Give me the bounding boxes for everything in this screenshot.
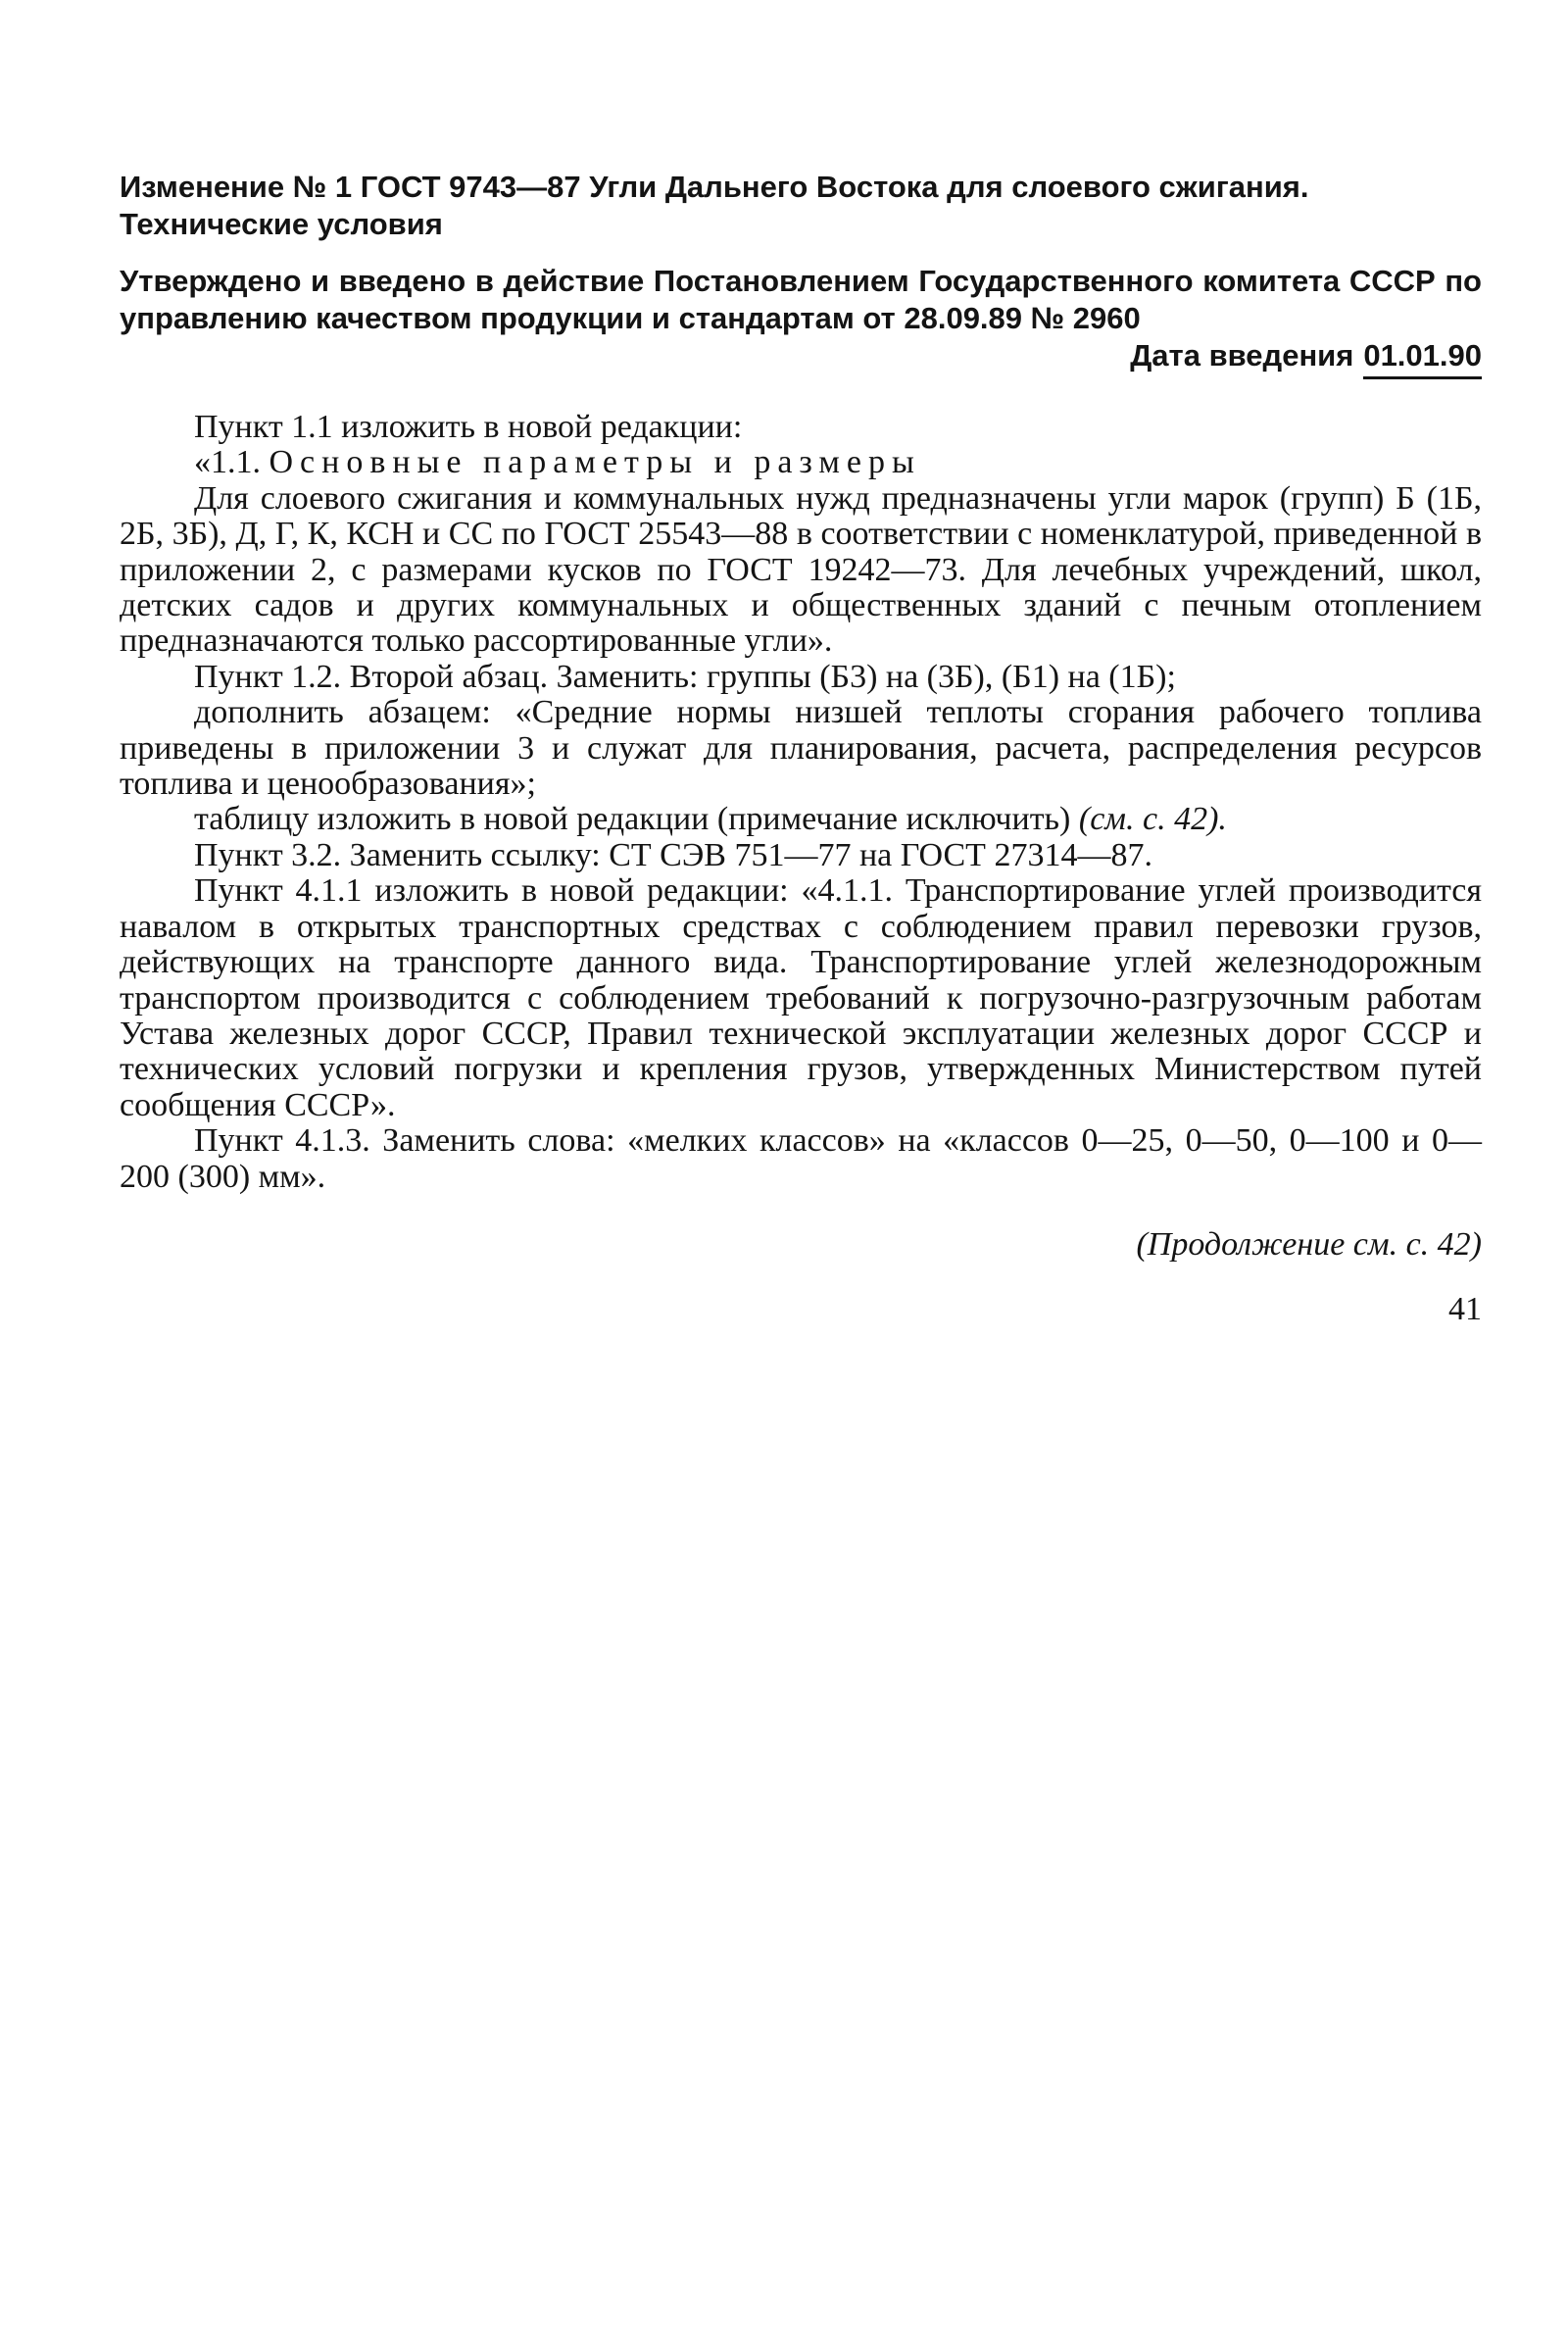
- paragraph-6-text: таблицу изложить в новой редакции (примечание исключить): [194, 801, 1079, 838]
- effective-date-row: [120, 337, 1482, 379]
- page-number: 41: [1448, 1291, 1482, 1327]
- section-number: «1.1.: [194, 444, 270, 481]
- page-reference: (см. с. 42).: [1078, 801, 1227, 838]
- paragraph-4: Пункт 1.2. Второй абзац. Заменить: группы (Б3) на (3Б), (Б1) на (1Б);: [194, 658, 1176, 695]
- paragraph-5: дополнить абзацем: «Средние нормы низшей теплоты сгорания рабочего топлива приведены в приложении 3 и служат для планирования, расчета, распределения ресурсов топлива и ценообразования»;: [120, 694, 1482, 803]
- paragraph-3: Для слоевого сжигания и коммунальных нужд предназначены угли марок (групп) Б (1Б, 2Б, 3Б), Д, Г, К, КСН и СС по ГОСТ 25543—88 в соответствии с номенклатурой, приведенной в приложении 2, с размерами кусков по ГОСТ 19242—73. Для лечебных учреждений, школ, детских садов и других коммунальных и общественных зданий с печным отоплением предназначаются только рассортированные угли».: [120, 479, 1482, 660]
- effective-date-value: 01.01.90: [1363, 337, 1482, 379]
- effective-date-label: Дата введения: [1130, 338, 1354, 372]
- approval-text: Утверждено и введено в действие Постановлением Государственного комитета СССР по управлению качеством продукции и стандартам от 28.09.89 № 2960: [120, 264, 1482, 335]
- paragraph-6: [120, 802, 1482, 837]
- document-body: [120, 410, 1482, 1195]
- paragraph-2: [120, 445, 1482, 480]
- document-header: [120, 169, 1482, 379]
- paragraph-9: Пункт 4.1.3. Заменить слова: «мелких классов» на «классов 0—25, 0—50, 0—100 и 0—200 (300) мм».: [120, 1122, 1482, 1195]
- amendment-title: Изменение № 1 ГОСТ 9743—87 Угли Дальнего Востока для слоевого сжигания. Технические условия: [120, 170, 1309, 241]
- paragraph-1: Пункт 1.1 изложить в новой редакции:: [194, 409, 743, 445]
- paragraph-8: Пункт 4.1.1 изложить в новой редакции: «4.1.1. Транспортирование углей производится навалом в открытых транспортных средствах с соблюдением правил перевозки грузов, действующих на транспорте данного вида. Транспортирование углей железнодорожным транспортом производится с соблюдением требований к погрузочно-разгрузочным работам Устава железных дорог СССР, Правил технической эксплуатации железных дорог СССР и технических условий погрузки и крепления грузов, утвержденных Министерством путей сообщения СССР».: [120, 872, 1482, 1123]
- section-heading: Основные параметры и размеры: [269, 444, 921, 481]
- continuation-note: (Продолжение см. с. 42): [1136, 1226, 1482, 1263]
- paragraph-7: Пункт 3.2. Заменить ссылку: СТ СЭВ 751—77 на ГОСТ 27314—87.: [194, 836, 1152, 873]
